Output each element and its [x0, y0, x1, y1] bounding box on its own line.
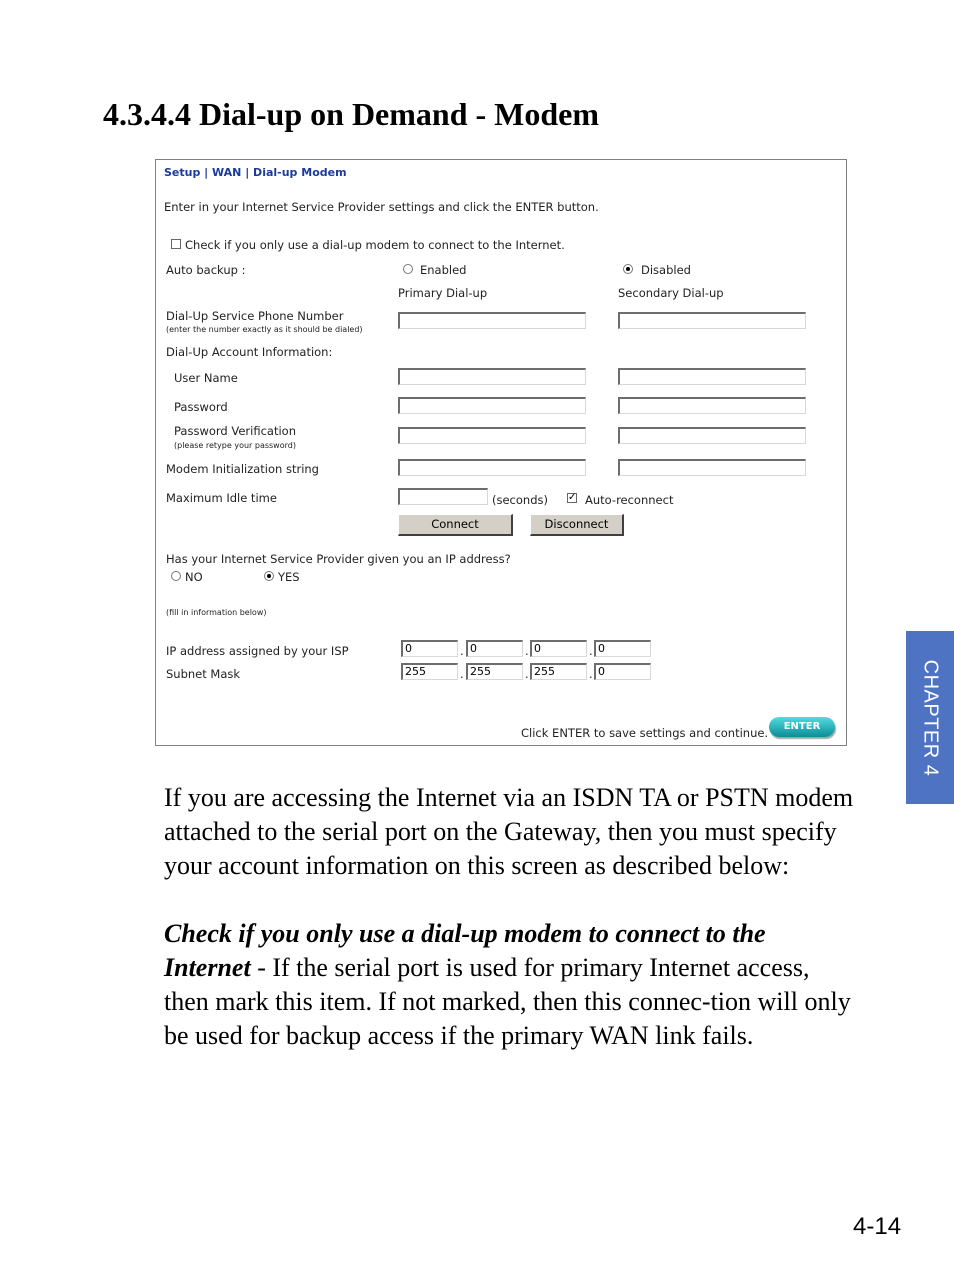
chapter-tab — [906, 631, 954, 804]
ip-yes-radio[interactable] — [264, 571, 274, 581]
user-name-label: User Name — [174, 371, 238, 385]
subnet-dot: . — [525, 667, 529, 681]
only-dialup-description: - If the serial port is used for primary Internet access, then mark this item. If not marked, then this connec-tion will only be used for backup access if the primary WAN link fails. — [164, 953, 851, 1050]
body-text — [164, 781, 854, 1053]
intro-text: Enter in your Internet Service Provider settings and click the ENTER button. — [164, 200, 599, 214]
seconds-label: (seconds) — [492, 493, 548, 507]
only-dialup-term: Check if you only use a dial-up modem to connect to the Internet — [164, 919, 766, 982]
auto-reconnect-label: Auto-reconnect — [585, 493, 674, 507]
ip-dot: . — [460, 644, 464, 658]
disconnect-button[interactable]: Disconnect — [530, 514, 624, 536]
secondary-dialup-header: Secondary Dial-up — [618, 286, 724, 300]
ip-no-radio[interactable] — [171, 571, 181, 581]
primary-password-input[interactable] — [398, 397, 586, 414]
secondary-phone-input[interactable] — [618, 312, 806, 329]
only-dialup-checkbox[interactable] — [171, 239, 181, 249]
subnet-mask-label: Subnet Mask — [166, 667, 241, 681]
primary-password-verify-input[interactable] — [398, 427, 586, 444]
ip-octet-input[interactable]: 0 — [401, 640, 458, 657]
subnet-octet-input[interactable]: 255 — [401, 663, 458, 680]
chapter-tab-label: CHAPTER 4 — [919, 659, 942, 776]
phone-number-label: Dial-Up Service Phone Number — [166, 309, 344, 323]
dialup-modem-screenshot — [155, 159, 847, 746]
intro-paragraph: If you are accessing the Internet via an ISDN TA or PSTN modem attached to the serial port on the Gateway, then you must specify your account information on this screen as described below: — [164, 783, 854, 880]
password-verify-note: (please retype your password) — [174, 441, 296, 450]
only-dialup-paragraph — [164, 917, 854, 1053]
ip-dot: . — [525, 644, 529, 658]
subnet-octet-input[interactable]: 0 — [594, 663, 651, 680]
breadcrumb[interactable]: Setup | WAN | Dial-up Modem — [164, 166, 347, 179]
password-verify-label: Password Verification — [174, 424, 296, 438]
save-note: Click ENTER to save settings and continue. — [521, 726, 769, 740]
primary-phone-input[interactable] — [398, 312, 586, 329]
ip-octet-input[interactable]: 0 — [466, 640, 523, 657]
enter-button[interactable]: ENTER — [769, 717, 835, 737]
ip-question: Has your Internet Service Provider given you an IP address? — [166, 552, 511, 566]
primary-dialup-header: Primary Dial-up — [398, 286, 488, 300]
auto-backup-disabled-radio[interactable] — [623, 264, 633, 274]
page-number: 4-14 — [853, 1213, 902, 1240]
phone-number-note: (enter the number exactly as it should be dialed) — [166, 325, 363, 334]
password-label: Password — [174, 400, 228, 414]
ip-octet-input[interactable]: 0 — [594, 640, 651, 657]
secondary-password-verify-input[interactable] — [618, 427, 806, 444]
primary-modem-init-input[interactable] — [398, 459, 586, 476]
secondary-user-name-input[interactable] — [618, 368, 806, 385]
connect-button[interactable]: Connect — [398, 514, 513, 536]
auto-backup-disabled-label: Disabled — [641, 263, 691, 277]
ip-address-label: IP address assigned by your ISP — [166, 644, 349, 658]
subnet-dot: . — [589, 667, 593, 681]
subnet-octet-input[interactable]: 255 — [530, 663, 587, 680]
max-idle-label: Maximum Idle time — [166, 491, 277, 505]
auto-backup-enabled-label: Enabled — [420, 263, 467, 277]
auto-backup-label: Auto backup : — [166, 263, 246, 277]
only-dialup-label: Check if you only use a dial-up modem to connect to the Internet. — [185, 238, 565, 252]
ip-octet-input[interactable]: 0 — [530, 640, 587, 657]
ip-yes-label: YES — [278, 570, 300, 584]
ip-no-label: NO — [185, 570, 203, 584]
primary-user-name-input[interactable] — [398, 368, 586, 385]
fill-info-note: (fill in information below) — [166, 608, 267, 617]
secondary-modem-init-input[interactable] — [618, 459, 806, 476]
max-idle-input[interactable] — [398, 488, 488, 505]
section-title: 4.3.4.4 Dial-up on Demand - Modem — [103, 96, 600, 132]
subnet-dot: . — [460, 667, 464, 681]
secondary-password-input[interactable] — [618, 397, 806, 414]
account-info-label: Dial-Up Account Information: — [166, 345, 333, 359]
auto-backup-enabled-radio[interactable] — [403, 264, 413, 274]
subnet-octet-input[interactable]: 255 — [466, 663, 523, 680]
modem-init-label: Modem Initialization string — [166, 462, 319, 476]
auto-reconnect-checkbox[interactable]: ✓ — [568, 492, 577, 503]
ip-dot: . — [589, 644, 593, 658]
